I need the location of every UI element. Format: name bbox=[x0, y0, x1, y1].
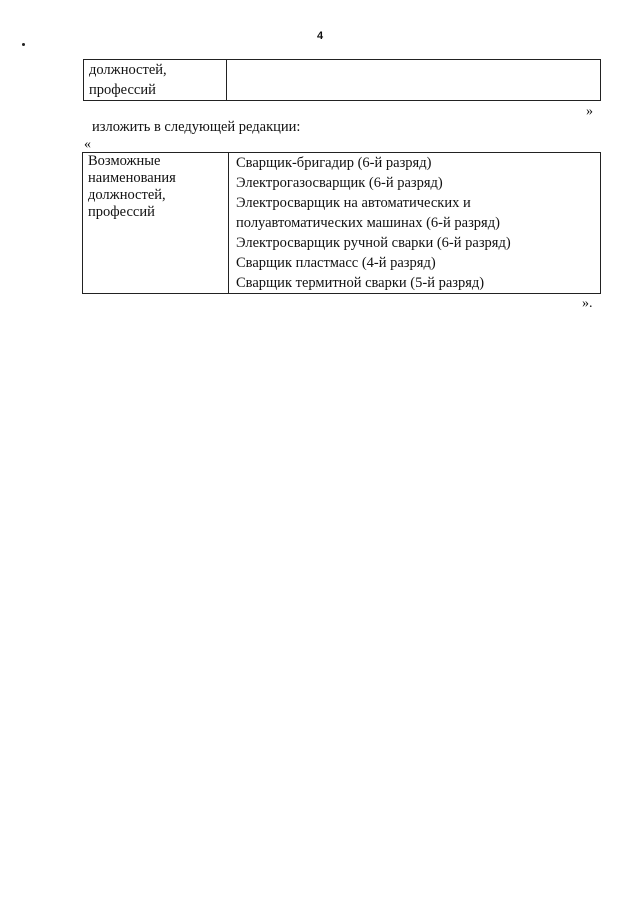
previous-left-line: профессий bbox=[89, 82, 156, 98]
previous-left-line: должностей, bbox=[89, 62, 167, 78]
previous-table-fragment bbox=[83, 59, 601, 101]
previous-table-left-cell bbox=[84, 60, 227, 101]
profession-line: Сварщик термитной сварки (5-й разряд) bbox=[236, 275, 485, 291]
new-table-left-cell bbox=[83, 153, 229, 294]
opening-quote: « bbox=[84, 137, 91, 152]
intro-text: изложить в следующей редакции: bbox=[92, 119, 301, 135]
closing-quote-final: ». bbox=[582, 296, 593, 311]
page-number: 4 bbox=[316, 30, 324, 42]
left-cell-line: профессий bbox=[88, 204, 155, 220]
previous-table-right-cell bbox=[227, 60, 601, 101]
left-cell-line: Возможные bbox=[88, 153, 161, 169]
new-table-right-cell bbox=[229, 153, 601, 294]
left-cell-line: наименования bbox=[88, 170, 176, 186]
scan-dot bbox=[22, 43, 25, 46]
left-cell-line: должностей, bbox=[88, 187, 166, 203]
profession-line: Сварщик-бригадир (6-й разряд) bbox=[236, 155, 432, 171]
profession-line: Электрогазосварщик (6-й разряд) bbox=[236, 175, 443, 191]
profession-line: Сварщик пластмасс (4-й разряд) bbox=[236, 255, 436, 271]
profession-line: Электросварщик на автоматических и bbox=[236, 195, 471, 211]
profession-line: полуавтоматических машинах (6-й разряд) bbox=[236, 215, 500, 231]
new-edition-table bbox=[82, 152, 601, 294]
profession-line: Электросварщик ручной сварки (6-й разряд) bbox=[236, 235, 511, 251]
closing-quote-first: » bbox=[586, 104, 593, 119]
